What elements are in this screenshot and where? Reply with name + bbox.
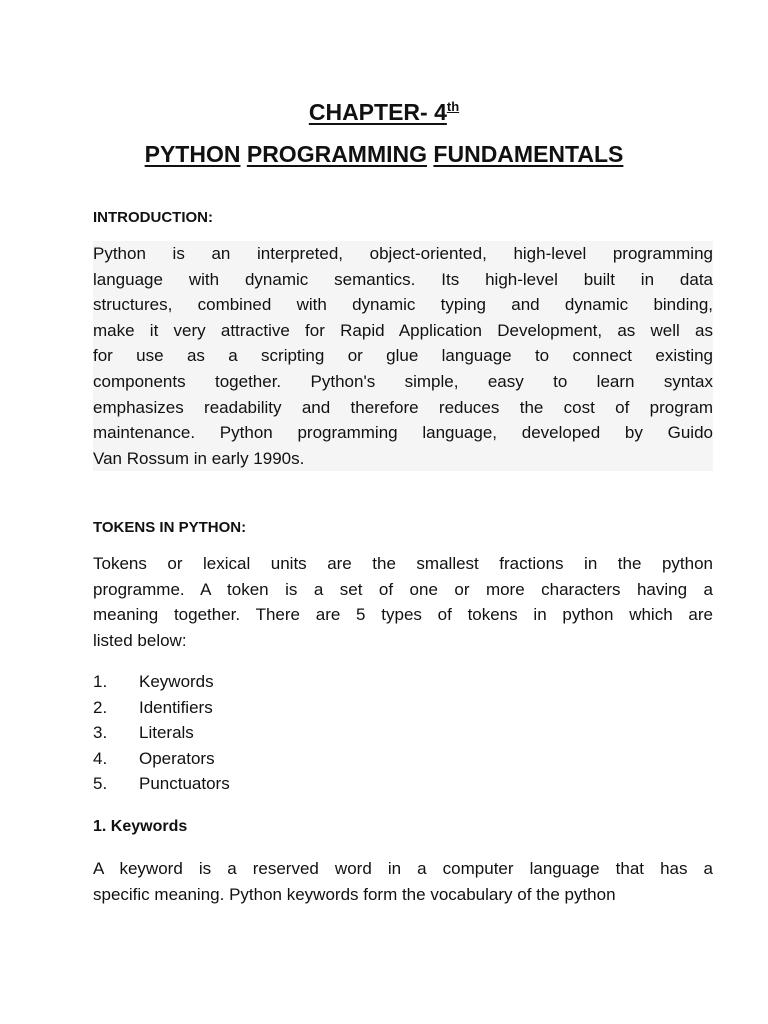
list-item-text: Literals (139, 723, 194, 743)
keywords-paragraph (93, 856, 713, 907)
title-word: FUNDAMENTALS (433, 141, 624, 167)
chapter-label: CHAPTER- 4 (308, 99, 447, 125)
list-item (93, 669, 713, 694)
introduction-heading: INTRODUCTION: (93, 209, 213, 226)
keywords-heading: 1. Keywords (93, 818, 188, 835)
paragraph-line: language with dynamic semantics. Its high-level built in data (93, 269, 713, 289)
paragraph-line: specific meaning. Python keywords form the vocabulary of the python (93, 884, 616, 904)
paragraph-line: structures, combined with dynamic typing and dynamic binding, (93, 295, 713, 315)
paragraph-line: Van Rossum in early 1990s. (93, 448, 305, 468)
paragraph-line: Python is an interpreted, object-oriented, high-level programming (93, 244, 713, 263)
list-item (93, 720, 713, 745)
paragraph-line: Tokens or lexical units are the smallest fractions in the python (93, 554, 713, 573)
list-item-text: Identifiers (139, 697, 213, 717)
list-item-number: 3. (93, 723, 108, 743)
list-item-text: Punctuators (139, 774, 230, 793)
paragraph-line: for use as a scripting or glue language to connect existing (93, 346, 713, 366)
chapter-superscript: th (446, 99, 460, 114)
introduction-section (93, 207, 713, 471)
list-item (93, 746, 713, 771)
paragraph-line: make it very attractive for Rapid Application Development, as well as (93, 320, 713, 340)
paragraph-line: maintenance. Python programming language, developed by Guido (93, 423, 713, 443)
paragraph-line: emphasizes readability and therefore reduces the cost of program (93, 397, 713, 417)
tokens-heading: TOKENS IN PYTHON: (93, 519, 247, 536)
title-word: PYTHON (144, 141, 241, 167)
token-types-list (93, 669, 713, 796)
tokens-paragraph (93, 551, 713, 653)
title-block (0, 90, 768, 171)
paragraph-line: meaning together. There are 5 types of tokens in python which are (93, 605, 713, 625)
paragraph-line: listed below: (93, 630, 187, 650)
introduction-paragraph (93, 241, 713, 471)
list-item (93, 695, 713, 720)
title-word: PROGRAMMING (246, 141, 428, 167)
paragraph-line: A keyword is a reserved word in a computer language that has a (93, 859, 713, 878)
keywords-section (93, 816, 713, 907)
chapter-heading (0, 90, 768, 129)
tokens-section (93, 517, 713, 796)
paragraph-line: programme. A token is a set of one or more characters having a (93, 579, 713, 599)
list-item-number: 2. (93, 697, 108, 717)
list-item-number: 1. (93, 672, 108, 692)
list-item-text: Operators (139, 748, 215, 768)
list-item (93, 771, 713, 796)
paragraph-line: components together. Python's simple, easy to learn syntax (93, 371, 713, 391)
list-item-number: 4. (93, 748, 108, 768)
list-item-text: Keywords (139, 672, 214, 692)
page-title (0, 137, 768, 171)
list-item-number: 5. (93, 774, 108, 793)
